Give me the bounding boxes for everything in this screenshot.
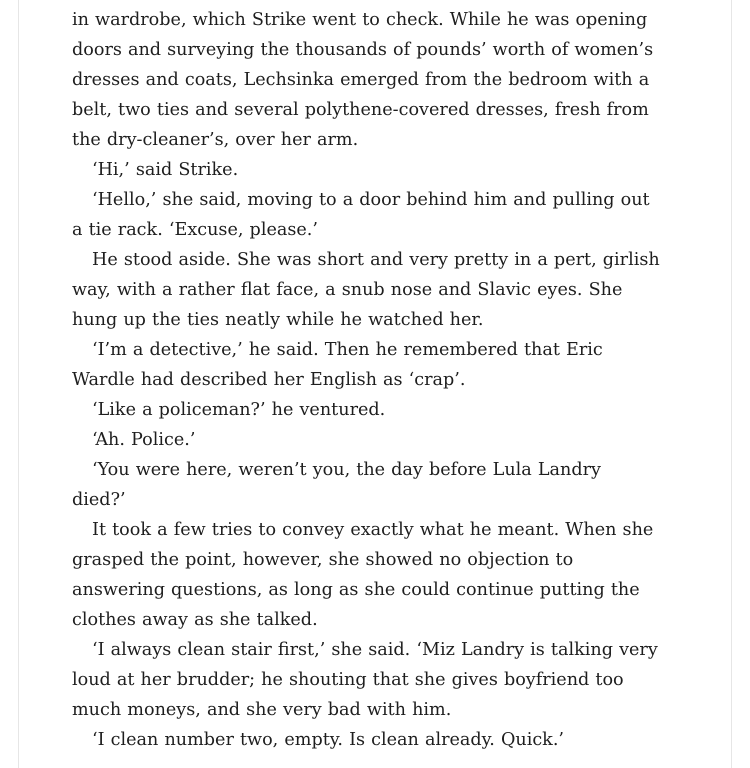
paragraph: ‘You were here, weren’t you, the day before Lula Landry died?’ [72,460,601,510]
paragraph: ‘I clean number two, empty. Is clean already. Quick.’ [92,730,565,750]
paragraph: ‘I’m a detective,’ he said. Then he remembered that Eric Wardle had described her English as ‘crap’. [72,340,603,390]
paragraph: in wardrobe, which Strike went to check. While he was opening doors and surveying the thousands of pounds’ worth of women’s dresses and coats, Lechsinka emerged from the bedroom with a belt, two ties and several polythene-covered dresses, fresh from the dry-cleaner’s, over her arm. [72,10,654,150]
paragraph: He stood aside. She was short and very pretty in a pert, girlish way, with a rather flat face, a snub nose and Slavic eyes. She hung up the ties neatly while he watched her. [72,250,660,330]
paragraph: ‘Hello,’ she said, moving to a door behind him and pulling out a tie rack. ‘Excuse, please.’ [72,190,650,240]
page-edge-left [18,0,19,768]
page-edge-right [731,0,732,768]
book-page-text [72,5,680,755]
paragraph: ‘Ah. Police.’ [92,430,196,450]
paragraph: It took a few tries to convey exactly what he meant. When she grasped the point, however, she showed no objection to answering questions, as long as she could continue putting the clothes away as she talked. [72,520,654,630]
paragraph: ‘Like a policeman?’ he ventured. [92,400,386,420]
paragraph: ‘I always clean stair first,’ she said. ‘Miz Landry is talking very loud at her brudder; he shouting that she gives boyfriend too much moneys, and she very bad with him. [72,640,658,720]
paragraph: ‘Hi,’ said Strike. [92,160,239,180]
